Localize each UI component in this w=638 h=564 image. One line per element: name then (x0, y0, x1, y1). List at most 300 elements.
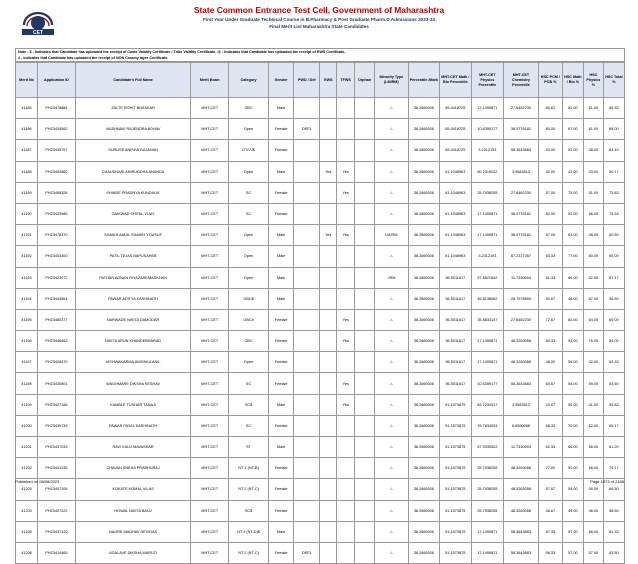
table-cell: 38.0776181 (504, 203, 539, 224)
table-cell (337, 542, 355, 563)
table-cell: 54.00 (562, 479, 583, 500)
table-cell: 79.33 (603, 203, 624, 224)
table-cell: 42.00 (583, 352, 603, 373)
table-cell (294, 415, 320, 436)
table-cell (337, 288, 355, 309)
table-cell: CHAVAN SNEHA PRABHURAJ (75, 458, 190, 479)
table-cell: 38.2669306 (408, 203, 439, 224)
table-cell: 42.00 (562, 161, 583, 182)
table-cell: SURUSE ANISHA GAJANAN (75, 140, 190, 161)
table-cell: 51.1573875 (440, 415, 471, 436)
table-cell: HOWAL NIKITA BALU (75, 500, 190, 521)
table-cell: -/- (375, 161, 409, 182)
table-cell: 38.0776181 (504, 119, 539, 140)
table-cell: PH23439739 (38, 415, 76, 436)
table-cell (355, 309, 375, 330)
table-cell: PH23423072 (38, 267, 76, 288)
table-cell: 25.7938255 (471, 500, 504, 521)
table-cell: Female (269, 373, 294, 394)
table-cell: 56.5011617 (440, 352, 471, 373)
table-cell: 41186 (16, 119, 38, 140)
table-cell: 38.0776181 (504, 225, 539, 246)
table-cell (355, 182, 375, 203)
table-cell: 93.00 (562, 331, 583, 352)
table-cell: PH23425985 (38, 203, 76, 224)
table-cell: 38.2669306 (408, 225, 439, 246)
table-cell (355, 246, 375, 267)
table-cell: 51.00 (583, 182, 603, 203)
table-cell: 63.33 (603, 352, 624, 373)
table-cell: 25.7938255 (471, 458, 504, 479)
table-cell: 38.2669306 (408, 119, 439, 140)
table-cell (355, 352, 375, 373)
table-cell: 41200 (16, 415, 38, 436)
table-cell: Yes (320, 161, 337, 182)
table-cell (320, 500, 337, 521)
table-row (16, 246, 625, 267)
table-cell: 41204 (16, 500, 38, 521)
table-cell: 48.00 (538, 352, 562, 373)
table-cell: 41199 (16, 394, 38, 415)
table-cell (320, 203, 337, 224)
table-cell (337, 500, 355, 521)
page-subtitle-2: Final Merit List Maharashtra State Candidates (269, 24, 369, 29)
table-cell: 27.6482230 (504, 182, 539, 203)
table-cell: 41189 (16, 182, 38, 203)
table-cell: Open (229, 267, 269, 288)
table-cell: 17.1499871 (471, 225, 504, 246)
table-row (16, 161, 625, 182)
table-cell: 81.33 (603, 521, 624, 542)
table-cell (320, 415, 337, 436)
table-cell: 64.15 (603, 140, 624, 161)
table-cell: SC (229, 203, 269, 224)
table-cell: 65.4418725 (440, 119, 471, 140)
table-cell: 66.00 (583, 458, 603, 479)
table-cell: MHT-CET (191, 352, 229, 373)
table-cell: 67.00 (562, 119, 583, 140)
table-cell: MHT-CET (191, 288, 229, 309)
table-cell: 11.7330694 (504, 267, 539, 288)
table-cell: 97.00 (562, 521, 583, 542)
table-cell: 51.1573875 (440, 437, 471, 458)
table-cell (355, 458, 375, 479)
table-cell (294, 373, 320, 394)
table-cell: 41203 (16, 479, 38, 500)
table-cell: 68.00 (603, 119, 624, 140)
table-cell: -/- (375, 119, 409, 140)
column-header: Application ID (38, 63, 76, 98)
table-cell: PH23478884 (38, 98, 76, 119)
table-cell: WAGHMARE DIKSHA KESHAV (75, 373, 190, 394)
table-cell (355, 373, 375, 394)
table-cell (355, 119, 375, 140)
table-cell: 48.3263058 (504, 479, 539, 500)
table-cell (320, 437, 337, 458)
table-cell: Male (269, 225, 294, 246)
table-cell: 10.6359177 (471, 373, 504, 394)
table-cell: PATHAN ADNAN RIYAZAHEMADKHAN (75, 267, 190, 288)
table-cell: DEF1 (294, 542, 320, 563)
table-cell: MHT-CET (191, 140, 229, 161)
table-cell: 80.00 (538, 119, 562, 140)
table-cell: ST (229, 437, 269, 458)
table-body (16, 98, 625, 564)
column-header: MHT-CET Physics Percentile (471, 63, 504, 98)
table-cell: 38.2669306 (408, 288, 439, 309)
table-cell: 38.2669306 (408, 246, 439, 267)
table-cell: 76.00 (583, 331, 603, 352)
table-cell: 58.3643683 (504, 521, 539, 542)
table-cell (294, 500, 320, 521)
table-cell: 66.50 (603, 479, 624, 500)
table-cell (337, 119, 355, 140)
table-cell: PH23437120 (38, 521, 76, 542)
column-header: HSC Total % (603, 63, 624, 98)
table-cell: 41191 (16, 225, 38, 246)
table-cell: 65.4418725 (440, 98, 471, 119)
table-cell: PH23406328 (38, 182, 76, 203)
table-cell: MHT-CET (191, 309, 229, 330)
table-cell: Female (269, 458, 294, 479)
table-cell: 66.00 (562, 267, 583, 288)
table-cell: 48.00 (583, 225, 603, 246)
table-cell: -/- (375, 309, 409, 330)
table-cell: 61.33 (538, 267, 562, 288)
table-cell: 58.3643683 (504, 140, 539, 161)
table-cell: 62.33 (538, 437, 562, 458)
table-cell (355, 542, 375, 563)
table-cell: Female (269, 140, 294, 161)
table-cell: 41202 (16, 458, 38, 479)
table-cell: 57.8521642 (471, 267, 504, 288)
table-cell: Female (269, 352, 294, 373)
column-header: Merit Exam (191, 63, 229, 98)
table-cell: -/- (375, 394, 409, 415)
table-cell (355, 203, 375, 224)
table-cell (337, 267, 355, 288)
table-cell: 6.8990968 (504, 415, 539, 436)
table-cell: MHT-CET (191, 500, 229, 521)
table-cell: 38.2669306 (408, 394, 439, 415)
column-header: Orphan (355, 63, 375, 98)
table-cell: MHT-CET (191, 542, 229, 563)
table-cell: Female (269, 331, 294, 352)
table-cell: -/- (375, 437, 409, 458)
table-cell: 48.3263058 (504, 352, 539, 373)
table-cell: 17.1499871 (471, 203, 504, 224)
table-cell: Female (269, 415, 294, 436)
table-cell: PH23437033 (38, 437, 76, 458)
table-cell: 65.4418725 (440, 140, 471, 161)
table-cell: PH23446462 (38, 331, 76, 352)
table-cell: 38.2669306 (408, 267, 439, 288)
table-row (16, 352, 625, 373)
table-cell: RAVI KALU MAVASKAR (75, 437, 190, 458)
column-header: MHT-CET Math / Bio Percentile (440, 63, 471, 98)
table-cell: 68.33 (538, 415, 562, 436)
table-cell (320, 267, 337, 288)
table-cell: MHT-CET (191, 182, 229, 203)
table-cell: 61.1048963 (440, 246, 471, 267)
table-cell: OBC# (229, 309, 269, 330)
table-cell: PH23407106 (38, 479, 76, 500)
table-row (16, 203, 625, 224)
table-cell: -/- (375, 521, 409, 542)
table-cell (294, 161, 320, 182)
table-cell: 56.5011617 (440, 267, 471, 288)
table-cell: 67.17 (603, 267, 624, 288)
table-cell: SHINDE PRADNYA KUNDALIK (75, 182, 190, 203)
table-cell: 38.2669306 (408, 521, 439, 542)
table-cell: 57.00 (538, 182, 562, 203)
table-cell: -/- (375, 415, 409, 436)
table-cell: 3.2312193 (471, 246, 504, 267)
table-cell: MHT-CET (191, 331, 229, 352)
table-cell: 41196 (16, 331, 38, 352)
table-cell: 50.2319022 (471, 161, 504, 182)
table-cell: 38.2669306 (408, 415, 439, 436)
table-cell: 50.17 (603, 161, 624, 182)
table-cell: Open (229, 161, 269, 182)
table-cell: 62.00 (583, 415, 603, 436)
table-cell: 38.2669306 (408, 479, 439, 500)
table-cell: -/- (375, 331, 409, 352)
table-cell: 60.00 (583, 246, 603, 267)
table-cell: 43.00 (538, 140, 562, 161)
table-cell: MHT-CET (191, 479, 229, 500)
table-cell (355, 331, 375, 352)
table-cell: SC$ (229, 500, 269, 521)
table-cell: 27.6482230 (504, 309, 539, 330)
table-cell: 55.00 (562, 394, 583, 415)
table-cell: VISHWAKARMA ANSHIKA ANIL (75, 352, 190, 373)
table-cell: 42.00 (538, 161, 562, 182)
table-cell (294, 458, 320, 479)
table-cell: 56.33 (538, 542, 562, 563)
column-header: PWD / Def (294, 63, 320, 98)
table-cell (320, 521, 337, 542)
table-cell: 35.8833147 (471, 309, 504, 330)
table-cell: NT 1 (NT-B) (229, 458, 269, 479)
table-cell: 84.00 (603, 331, 624, 352)
table-cell: SC (229, 373, 269, 394)
table-cell: 27.6482230 (504, 98, 539, 119)
table-cell: Male (269, 246, 294, 267)
table-cell: 10.6359177 (471, 119, 504, 140)
page-title: State Common Entrance Test Cell, Government of Maharashtra (193, 5, 445, 15)
table-row (16, 437, 625, 458)
table-cell: PH23443561 (38, 288, 76, 309)
table-cell: 58.3643683 (504, 542, 539, 563)
published-date: Published on 08/08/2023 (15, 479, 60, 484)
table-cell: 52.00 (562, 140, 583, 161)
table-cell (294, 437, 320, 458)
table-cell: 56.5011617 (440, 373, 471, 394)
table-cell: 70.00 (562, 415, 583, 436)
column-header: Percentile /Mark (408, 63, 439, 98)
table-cell: 55.83 (603, 394, 624, 415)
table-cell: AGALAVE DIKSHA MARUTI (75, 542, 190, 563)
table-cell: Yes (337, 225, 355, 246)
table-cell: -/- (375, 458, 409, 479)
table-cell: PH23430801 (38, 373, 76, 394)
table-cell: VAISHNAVI RAJENDRA ADHAV (75, 119, 190, 140)
table-cell: 3.9583513 (504, 394, 539, 415)
table-cell: 41185 (16, 98, 38, 119)
table-cell: 25.7938255 (471, 479, 504, 500)
table-row (16, 500, 625, 521)
table-header-row (16, 63, 625, 98)
table-row (16, 521, 625, 542)
table-cell: 38.2669306 (408, 458, 439, 479)
table-cell (337, 352, 355, 373)
table-cell (320, 182, 337, 203)
table-cell: 75.00 (562, 182, 583, 203)
table-cell: NIKITA ARUN KHANDEBHARAD (75, 331, 190, 352)
table-cell: 38.2669306 (408, 98, 439, 119)
table-cell: 48.00 (562, 288, 583, 309)
table-cell: 41.00 (583, 394, 603, 415)
table-cell: 41197 (16, 352, 38, 373)
table-cell: 67.2317357 (504, 246, 539, 267)
table-cell (355, 500, 375, 521)
table-cell (320, 246, 337, 267)
table-cell: 38.2669306 (408, 500, 439, 521)
page-header (0, 5, 638, 30)
table-cell: ZALTE ROHIT BHASKAR (75, 98, 190, 119)
table-cell: SHAIKH AADIL SHAIKH YOUSUF (75, 225, 190, 246)
column-header: HSC PCM / PCB % (538, 63, 562, 98)
table-cell: 38.2669306 (408, 437, 439, 458)
table-cell: 41194 (16, 288, 38, 309)
table-cell: 28.7978659 (504, 288, 539, 309)
table-cell (355, 479, 375, 500)
table-cell: 43.00 (583, 161, 603, 182)
table-cell: 48.3263058 (504, 500, 539, 521)
table-cell (355, 288, 375, 309)
table-cell: MHT-CET (191, 458, 229, 479)
table-cell: DT/VJ$ (229, 140, 269, 161)
table-cell: MHT-CET (191, 415, 229, 436)
table-cell: Female (269, 309, 294, 330)
table-cell (337, 98, 355, 119)
table-cell: 57.00 (562, 542, 583, 563)
table-cell: 41201 (16, 437, 38, 458)
table-cell: 46.8138062 (471, 288, 504, 309)
table-cell: 41193 (16, 267, 38, 288)
table-cell: 38.2669306 (408, 140, 439, 161)
table-cell: 83.7234317 (471, 394, 504, 415)
table-cell: 63.00 (562, 225, 583, 246)
table-cell: MHT-CET (191, 437, 229, 458)
table-cell (294, 394, 320, 415)
table-cell: 79.17 (603, 458, 624, 479)
column-header: MHT-CET Chemistry Percentile (504, 63, 539, 98)
page-number: Page 1873 of 2188 (590, 479, 624, 484)
table-cell: Open (229, 352, 269, 373)
table-cell: 59.00 (583, 479, 603, 500)
table-cell (337, 521, 355, 542)
table-cell: 25.7938255 (471, 182, 504, 203)
table-cell: PH23414465 (38, 542, 76, 563)
table-cell: 38.00 (583, 140, 603, 161)
table-cell (294, 331, 320, 352)
table-cell: MHT-CET (191, 203, 229, 224)
table-cell: Male (269, 267, 294, 288)
table-cell: -/- (375, 140, 409, 161)
table-cell (320, 542, 337, 563)
table-cell: 69.00 (603, 309, 624, 330)
table-cell: OBC (229, 331, 269, 352)
table-cell: 11.7330694 (504, 437, 539, 458)
table-cell (294, 521, 320, 542)
table-cell (320, 458, 337, 479)
table-cell: Male (269, 521, 294, 542)
table-cell: 48.3263058 (504, 331, 539, 352)
table-cell: 60.67 (538, 373, 562, 394)
table-cell: Open (229, 246, 269, 267)
column-header: HSC Physics % (583, 63, 603, 98)
table-cell (294, 225, 320, 246)
table-row (16, 267, 625, 288)
table-cell: 77.00 (538, 458, 562, 479)
table-cell: 57.00 (538, 225, 562, 246)
table-cell: 63.33 (538, 246, 562, 267)
table-cell: 61.1048963 (440, 182, 471, 203)
table-cell: Yes (337, 161, 355, 182)
table-cell: 44.67 (538, 394, 562, 415)
table-cell: Yes (337, 373, 355, 394)
table-cell: 17.1499871 (471, 352, 504, 373)
table-cell: 38.2669306 (408, 161, 439, 182)
table-cell: 51.00 (583, 98, 603, 119)
table-cell: 82.00 (562, 309, 583, 330)
table-cell: Yes (337, 331, 355, 352)
table-row (16, 479, 625, 500)
table-cell (320, 373, 337, 394)
table-cell: MHT-CET (191, 119, 229, 140)
table-cell: MHT-CET (191, 246, 229, 267)
table-cell: Male (269, 394, 294, 415)
table-cell: 17.1499871 (471, 331, 504, 352)
table-cell (294, 352, 320, 373)
table-cell: Male (269, 288, 294, 309)
table-cell (337, 479, 355, 500)
table-cell: 82.00 (562, 98, 583, 119)
table-cell: Yes (320, 225, 337, 246)
table-cell: 3.9583513 (504, 161, 539, 182)
table-row (16, 309, 625, 330)
column-header: Merit No (16, 63, 38, 98)
table-cell: 51.1573875 (440, 521, 471, 542)
table-cell: 41205 (16, 521, 38, 542)
table-cell (294, 182, 320, 203)
table-row (16, 542, 625, 563)
table-cell: -/- (375, 182, 409, 203)
svg-text:CET: CET (33, 30, 43, 36)
table-cell: MHT-CET (191, 394, 229, 415)
page-subtitle: First Year Under Graduate Technical Course in B.Pharmacy & Post Graduate Pharm.D Admissions 2023-24 (203, 17, 435, 22)
table-row (16, 394, 625, 415)
table-cell: 46.67 (538, 500, 562, 521)
table-cell: 60.50 (603, 225, 624, 246)
table-cell: PH23441235 (38, 458, 76, 479)
table-cell: Yes (337, 182, 355, 203)
table-cell (320, 331, 337, 352)
table-cell: NT 2 (NT-C) (229, 542, 269, 563)
table-cell: 41192 (16, 246, 38, 267)
